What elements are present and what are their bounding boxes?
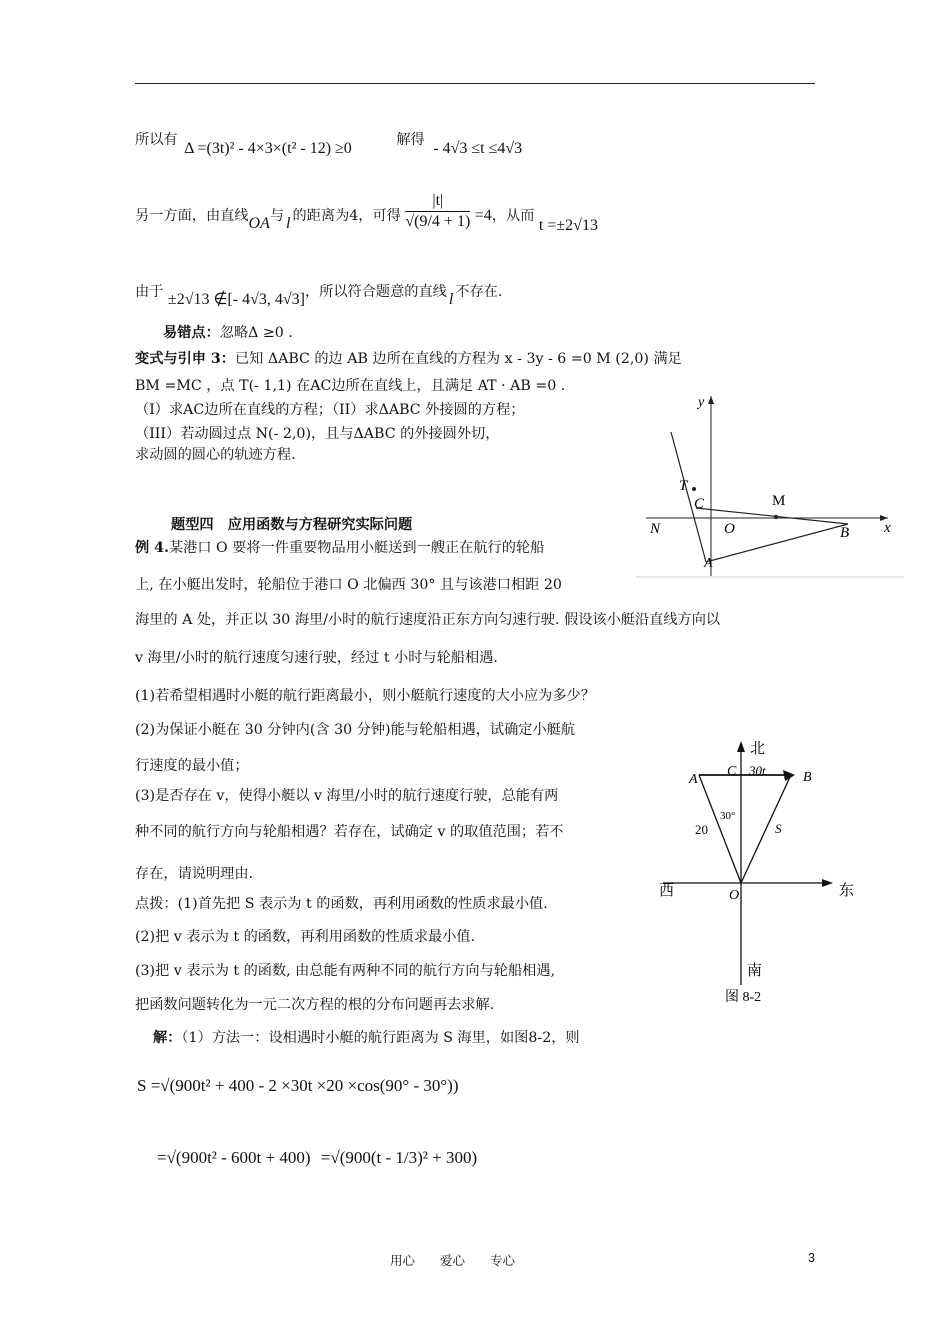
point-a-label: A: [704, 556, 713, 571]
hint-3: (3)把 v 表示为 t 的函数, 由总能有两种不同的航行方向与轮船相遇,: [135, 963, 556, 979]
label-s: S: [775, 821, 782, 836]
line-3: [135, 282, 503, 308]
text: 某港口 O 要将一件重要物品用小艇送到一艘正在航行的轮船: [168, 540, 545, 556]
point-c-label: C: [727, 764, 737, 779]
text: 与: [269, 208, 285, 224]
var-oa: OA: [248, 215, 270, 232]
line-2: [135, 192, 598, 234]
text: （1）方法一：设相遇时小艇的航行距离为 S 海里，如图8-2，则: [181, 1030, 580, 1046]
header-rule: [135, 83, 815, 84]
question-2: (2)为保证小艇在 30 分钟内(含 30 分钟)能与轮船相遇，试确定小艇航: [135, 722, 576, 738]
equation-part: =√(900t² - 600t + 400): [157, 1148, 311, 1167]
text-line: 求动圆的圆心的轨迹方程.: [135, 447, 296, 463]
point-t-label: T: [679, 478, 688, 494]
line-1: [135, 130, 523, 157]
figure-8-2: [655, 735, 865, 1010]
formula-discriminant: Δ =(3t)² - 4×3×(t² - 12) ≥0: [184, 140, 352, 157]
point-a-label: A: [689, 772, 698, 787]
label: 变式与引申 3：: [135, 351, 235, 367]
text-line: v 海里/小时的航行速度匀速行驶，经过 t 小时与轮船相遇.: [135, 650, 498, 666]
label-30t: 30t: [749, 763, 766, 778]
label: 易错点：: [163, 325, 220, 341]
label-angle: 30°: [720, 810, 736, 822]
text-line: 海里的 A 处，并正以 30 海里/小时的航行速度沿正东方向匀速行驶. 假设该小艇沿直线方向以: [135, 612, 721, 628]
label-east: 东: [839, 883, 855, 899]
text-line: BM =MC ，点 T(- 1,1) 在AC边所在直线上，且满足 AT · AB =0 .: [135, 378, 566, 394]
point-o-label: O: [729, 888, 740, 903]
formula-range: - 4√3 ≤t ≤4√3: [433, 140, 523, 157]
figure-caption: 图 8-2: [725, 990, 762, 1005]
figure-triangle-abc: [636, 390, 906, 580]
equation-s: S =√(900t² + 400 - 2 ×30t ×20 ×cos(90° - 30°)): [137, 1076, 459, 1095]
text-line: （I）求AC边所在直线的方程；（II）求ΔABC 外接圆的方程；: [135, 402, 525, 418]
axis-y-label: y: [698, 395, 705, 410]
hint-1: 点拨：(1)首先把 S 表示为 t 的函数，再利用函数的性质求最小值.: [135, 896, 548, 912]
text: 不存在.: [455, 284, 503, 300]
text: 已知 ΔABC 的边 AB 边所在直线的方程为 x - 3y - 6 =0 M (2,0) 满足: [234, 351, 682, 367]
fraction-den: √(9/4 + 1): [405, 212, 471, 230]
question-1: (1)若希望相遇时小艇的航行距离最小，则小艇航行速度的大小应为多少？: [135, 688, 595, 704]
error-point: [163, 325, 293, 342]
text: 所以有: [135, 132, 178, 148]
example-4: [135, 540, 544, 557]
label-west: 西: [659, 883, 675, 899]
point-n-label: N: [650, 521, 661, 537]
text: =4: [474, 207, 492, 224]
solution-intro: [153, 1030, 580, 1047]
variation-3: [135, 351, 682, 368]
label: 例 4.: [135, 540, 169, 556]
point-c-label: C: [694, 496, 705, 512]
text: 另一方面，由直线: [135, 208, 249, 224]
var-l: l: [448, 291, 454, 308]
label: 解：: [153, 1030, 182, 1046]
hint-2: (2)把 v 表示为 t 的函数，再利用函数的性质求最小值.: [135, 929, 476, 945]
text-line: 上, 在小艇出发时，轮船位于港口 O 北偏西 30° 且与该港口相距 20: [135, 577, 562, 593]
section-title: 题型四 应用函数与方程研究实际问题: [171, 517, 413, 533]
label-20: 20: [695, 822, 708, 837]
text: 由于: [135, 284, 164, 300]
text: 忽略Δ ≥0 .: [219, 325, 293, 341]
text-line: 种不同的航行方向与轮船相遇？若存在，试确定 v 的取值范围；若不: [135, 824, 564, 840]
question-3: (3)是否存在 v，使得小艇以 v 海里/小时的航行速度行驶，总能有两: [135, 788, 559, 804]
fraction-num: |t|: [405, 191, 470, 211]
point-m-label: M: [772, 493, 786, 509]
text: ，从而: [491, 208, 535, 224]
formula-t: t =±2√13: [538, 217, 598, 234]
footer-motto: 用心 爱心 专心: [390, 1253, 516, 1268]
text-line: 存在，请说明理由.: [135, 866, 254, 882]
point-o-label: O: [724, 521, 735, 537]
point-b-label: B: [840, 525, 850, 541]
text: 的距离为4，可得: [292, 208, 401, 224]
axis-x-label: x: [884, 520, 891, 536]
point-b-label: B: [803, 770, 812, 785]
equation-part: =√(900(t - 1/3)² + 300): [320, 1148, 478, 1167]
text-line: （III）若动圆过点 N(- 2,0)，且与ΔABC 的外接圆外切，: [135, 426, 500, 442]
label-north: 北: [750, 741, 766, 757]
page-number: 3: [808, 1251, 815, 1265]
hint-4: 把函数问题转化为一元二次方程的根的分布问题再去求解.: [135, 997, 495, 1013]
label-south: 南: [747, 963, 763, 979]
equation-s-2: [157, 1148, 477, 1168]
text: 解得: [396, 132, 425, 148]
var-l: l: [286, 215, 291, 232]
text-line: 行速度的最小值；: [135, 758, 249, 774]
text: ，所以符合题意的直线: [304, 284, 447, 300]
formula-notin: ±2√13 ∉[- 4√3, 4√3]: [167, 291, 305, 308]
fraction-distance: [405, 191, 470, 230]
